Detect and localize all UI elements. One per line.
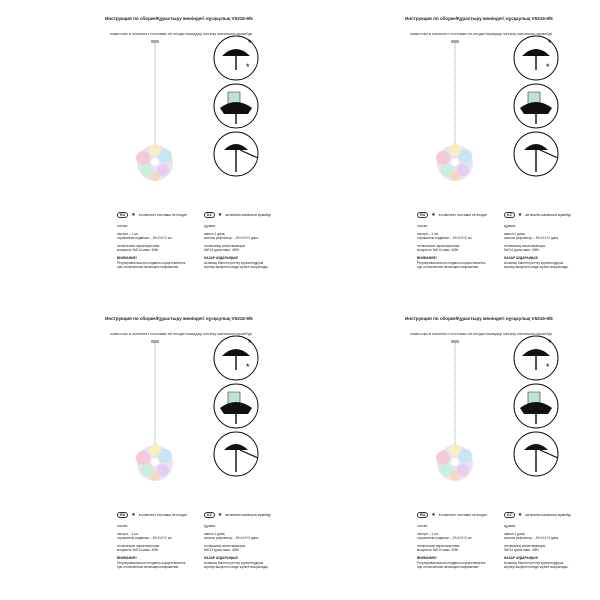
tech-line: технические характеристики:	[117, 543, 161, 548]
tech-line: техникалық сипаттамалары:	[504, 243, 546, 248]
instruction-sheet	[0, 300, 300, 600]
composition-line: аспалы рефлектор – 19×2×2+2 дана.	[504, 536, 559, 541]
svg-text:*: *	[248, 338, 252, 348]
composition-line: отражатели-подвески – 19×2×2+2 шт.	[417, 236, 473, 241]
warning-line: Аспаның биіктігін реттеу қоректендіруші	[504, 560, 564, 565]
composition-label: состав:	[117, 224, 128, 228]
svg-text:*: *	[246, 62, 250, 72]
ru-flag: RU	[417, 212, 428, 218]
ru-description	[417, 224, 497, 270]
warning-line: при отключенном питающем напряжении.	[117, 565, 180, 570]
warning-line: Аспаның биіктігін реттеу қоректендіруші	[204, 260, 264, 265]
svg-text:*: *	[548, 38, 552, 48]
tech-line: мощность 5xE14 макс. 40Вт	[417, 548, 459, 553]
composition-label: состав:	[117, 524, 128, 528]
instruction-title: Инструкция по сборке/Құрастыру жөніндегі нұсқаулық V5315-9/5	[405, 316, 553, 321]
star-icon: ★	[431, 512, 436, 518]
composition-line: отражатели-подвески – 19×2×2+2 шт.	[417, 536, 473, 541]
warning-title: ВНИМАНИЕ!	[117, 255, 137, 260]
instruction-title: Инструкция по сборке/Құрастыру жөніндегі нұсқаулық V5315-9/5	[405, 16, 553, 21]
legend-kz	[204, 512, 271, 518]
assembly-step-2-diagram	[510, 382, 562, 430]
assembly-step-2-diagram	[210, 382, 262, 430]
legend-ru-text: в комплект поставки не входит	[138, 213, 188, 217]
composition-line: аспалы рефлектор – 19×2×2+2 дана.	[204, 236, 259, 241]
chandelier-illustration	[425, 38, 485, 188]
composition-line: шағын-1 дана,	[504, 231, 526, 236]
ru-flag: RU	[117, 512, 128, 518]
instruction-subtitle: лампочки в комплект поставки не входят/шамдар жеткізу жинағына кірмейді	[410, 31, 552, 36]
instruction-sheet	[300, 0, 600, 300]
legend-ru-text: в комплект поставки не входит	[438, 513, 488, 517]
warning-line: кернеуі өшірілген кезде жүзеге асырылады.	[204, 265, 269, 270]
star-icon: ★	[217, 512, 223, 518]
composition-line: люстра – 1 шт.	[417, 231, 439, 236]
tech-line: мощность 5xE14 макс. 40Вт	[117, 548, 159, 553]
warning-line: при отключенном питающем напряжении.	[417, 565, 480, 570]
assembly-step-1-diagram	[510, 34, 562, 82]
legend-ru	[417, 512, 487, 518]
kz-description	[504, 524, 584, 570]
warning-title: НАЗАР АУДАРЫҢЫЗ!	[204, 255, 239, 260]
kz-description	[204, 224, 284, 270]
kz-description	[204, 524, 284, 570]
warning-line: Аспаның биіктігін реттеу қоректендіруші	[504, 260, 564, 265]
star-icon: ★	[431, 212, 436, 218]
chandelier-illustration	[125, 338, 185, 488]
legend-kz-text: жеткізілім жинағына кірмейді	[525, 513, 571, 517]
assembly-step-1-diagram	[210, 334, 262, 382]
composition-label: құрамы:	[504, 524, 516, 528]
composition-label: құрамы:	[204, 524, 216, 528]
svg-text:*: *	[548, 338, 552, 348]
ru-flag: RU	[417, 512, 428, 518]
star-icon: ★	[131, 512, 136, 518]
legend-kz-text: жеткізілім жинағына кірмейді	[225, 213, 271, 217]
legend-ru-text: в комплект поставки не входит	[138, 513, 188, 517]
legend-kz	[504, 212, 571, 218]
kz-description	[504, 224, 584, 270]
chandelier-illustration	[125, 38, 185, 188]
tech-line: 5xE14 қуаты макс. 40Вт	[504, 548, 539, 553]
tech-line: 5xE14 қуаты макс. 40Вт	[204, 548, 239, 553]
tech-line: технические характеристики:	[417, 243, 461, 248]
tech-line: техникалық сипаттамалары:	[204, 243, 246, 248]
ru-flag: RU	[117, 212, 128, 218]
composition-label: состав:	[417, 224, 428, 228]
warning-title: ВНИМАНИЕ!	[417, 555, 437, 560]
chandelier-illustration	[425, 338, 485, 488]
composition-line: люстра – 1 шт.	[417, 531, 439, 536]
composition-line: отражатели-подвески – 19×2×2+2 шт.	[117, 236, 173, 241]
composition-line: отражатели-подвески – 19×2×2+2 шт.	[117, 536, 173, 541]
legend-ru	[417, 212, 487, 218]
warning-line: при отключенном питающем напряжении.	[417, 265, 480, 270]
assembly-step-2-diagram	[510, 82, 562, 130]
warning-line: Аспаның биіктігін реттеу қоректендіруші	[204, 560, 264, 565]
instruction-subtitle: лампочки в комплект поставки не входят/шамдар жеткізу жинағына кірмейді	[110, 331, 252, 336]
assembly-step-3-diagram	[510, 430, 562, 478]
tech-line: техникалық сипаттамалары:	[204, 543, 246, 548]
tech-line: техникалық сипаттамалары:	[504, 543, 546, 548]
tech-line: технические характеристики:	[117, 243, 161, 248]
instruction-subtitle: лампочки в комплект поставки не входят/шамдар жеткізу жинағына кірмейді	[110, 31, 252, 36]
assembly-step-3-diagram	[210, 430, 262, 478]
warning-line: кернеуі өшірілген кезде жүзеге асырылады.	[204, 565, 269, 570]
composition-line: шағын-1 дана,	[204, 231, 226, 236]
legend-kz-text: жеткізілім жинағына кірмейді	[525, 213, 571, 217]
composition-label: состав:	[417, 524, 428, 528]
kz-flag: KZ	[504, 212, 515, 218]
ru-description	[117, 224, 197, 270]
warning-line: кернеуі өшірілген кезде жүзеге асырылады.	[504, 565, 569, 570]
star-icon: ★	[517, 512, 523, 518]
svg-text:*: *	[546, 62, 550, 72]
instruction-subtitle: лампочки в комплект поставки не входят/шамдар жеткізу жинағына кірмейді	[410, 331, 552, 336]
instruction-sheet	[300, 300, 600, 600]
ru-description	[417, 524, 497, 570]
ru-description	[117, 524, 197, 570]
composition-line: аспалы рефлектор – 19×2×2+2 дана.	[204, 536, 259, 541]
star-icon: ★	[217, 212, 223, 218]
kz-flag: KZ	[504, 512, 515, 518]
warning-title: НАЗАР АУДАРЫҢЫЗ!	[204, 555, 239, 560]
legend-ru	[117, 212, 187, 218]
warning-line: при отключенном питающем напряжении.	[117, 265, 180, 270]
warning-line: Регулировка высоты подвеса осуществляется	[117, 260, 186, 265]
warning-line: Регулировка высоты подвеса осуществляется	[417, 260, 486, 265]
legend-kz-text: жеткізілім жинағына кірмейді	[225, 513, 271, 517]
assembly-step-3-diagram	[510, 130, 562, 178]
tech-line: мощность 5xE14 макс. 40Вт	[417, 248, 459, 253]
tech-line: 5xE14 қуаты макс. 40Вт	[204, 248, 239, 253]
warning-title: ВНИМАНИЕ!	[417, 255, 437, 260]
tech-line: технические характеристики:	[417, 543, 461, 548]
assembly-step-1-diagram	[210, 34, 262, 82]
star-icon: ★	[131, 212, 136, 218]
composition-line: шағын-1 дана,	[504, 531, 526, 536]
warning-line: кернеуі өшірілген кезде жүзеге асырылады.	[504, 265, 569, 270]
warning-title: НАЗАР АУДАРЫҢЫЗ!	[504, 555, 539, 560]
legend-ru-text: в комплект поставки не входит	[438, 213, 488, 217]
warning-title: ВНИМАНИЕ!	[117, 555, 137, 560]
composition-line: люстра – 1 шт.	[117, 231, 139, 236]
kz-flag: KZ	[204, 512, 215, 518]
composition-line: аспалы рефлектор – 19×2×2+2 дана.	[504, 236, 559, 241]
warning-title: НАЗАР АУДАРЫҢЫЗ!	[504, 255, 539, 260]
instruction-title: Инструкция по сборке/Құрастыру жөніндегі нұсқаулық V5315-9/5	[105, 16, 253, 21]
tech-line: 5xE14 қуаты макс. 40Вт	[504, 248, 539, 253]
svg-text:*: *	[546, 362, 550, 372]
legend-kz	[204, 212, 271, 218]
kz-flag: KZ	[204, 212, 215, 218]
legend-kz	[504, 512, 571, 518]
assembly-step-1-diagram	[510, 334, 562, 382]
composition-label: құрамы:	[504, 224, 516, 228]
star-icon: ★	[517, 212, 523, 218]
warning-line: Регулировка высоты подвеса осуществляется	[117, 560, 186, 565]
svg-text:*: *	[248, 38, 252, 48]
assembly-step-3-diagram	[210, 130, 262, 178]
tech-line: мощность 5xE14 макс. 40Вт	[117, 248, 159, 253]
warning-line: Регулировка высоты подвеса осуществляется	[417, 560, 486, 565]
svg-text:*: *	[246, 362, 250, 372]
composition-label: құрамы:	[204, 224, 216, 228]
assembly-step-2-diagram	[210, 82, 262, 130]
instruction-sheet	[0, 0, 300, 300]
legend-ru	[117, 512, 187, 518]
composition-line: люстра – 1 шт.	[117, 531, 139, 536]
instruction-title: Инструкция по сборке/Құрастыру жөніндегі нұсқаулық V5315-9/5	[105, 316, 253, 321]
composition-line: шағын-1 дана,	[204, 531, 226, 536]
